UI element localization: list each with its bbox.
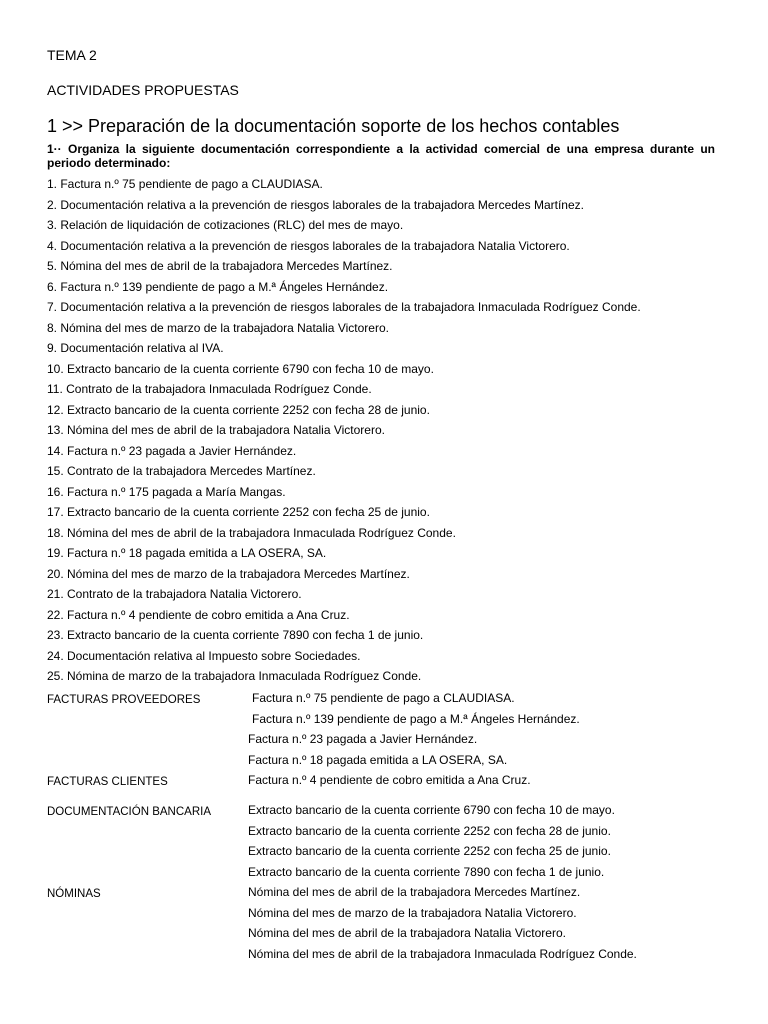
instruction-text: 1·· Organiza la siguiente documentación correspondiente a la actividad comercial de una empresa durante un periodo determinado: xyxy=(47,142,715,170)
category-entry: Factura n.º 4 pendiente de cobro emitida a Ana Cruz. xyxy=(248,773,531,787)
activity-heading: 1 >> Preparación de la documentación soporte de los hechos contables xyxy=(47,116,620,136)
list-item: 20. Nómina del mes de marzo de la trabajadora Mercedes Martínez. xyxy=(47,566,410,581)
document-list xyxy=(47,174,641,687)
list-item: 4. Documentación relativa a la prevención de riesgos laborales de la trabajadora Natalia Victorero. xyxy=(47,238,570,253)
list-item: 1. Factura n.º 75 pendiente de pago a CLAUDIASA. xyxy=(47,177,323,191)
list-item: 17. Extracto bancario de la cuenta corriente 2252 con fecha 25 de junio. xyxy=(47,505,430,519)
classification-table xyxy=(47,688,737,964)
category-label: FACTURAS PROVEEDORES xyxy=(47,693,201,706)
list-item: 18. Nómina del mes de abril de la trabajadora Inmaculada Rodríguez Conde. xyxy=(47,525,456,540)
category-entries xyxy=(248,800,615,882)
category-label: FACTURAS CLIENTES xyxy=(47,775,168,788)
category-entry: Factura n.º 18 pagada emitida a LA OSERA, SA. xyxy=(248,752,508,767)
category-entry: Extracto bancario de la cuenta corriente 7890 con fecha 1 de junio. xyxy=(248,864,605,879)
category-entries xyxy=(248,770,531,791)
list-item: 24. Documentación relativa al Impuesto sobre Sociedades. xyxy=(47,648,361,663)
category-entry: Nómina del mes de marzo de la trabajadora Natalia Victorero. xyxy=(248,905,577,920)
category-label: NÓMINAS xyxy=(47,887,101,900)
category-group-bancaria xyxy=(47,800,737,882)
list-item: 22. Factura n.º 4 pendiente de cobro emitida a Ana Cruz. xyxy=(47,607,350,622)
list-item: 8. Nómina del mes de marzo de la trabajadora Natalia Victorero. xyxy=(47,320,389,335)
list-item: 15. Contrato de la trabajadora Mercedes Martínez. xyxy=(47,464,316,478)
list-item: 14. Factura n.º 23 pagada a Javier Hernández. xyxy=(47,443,297,458)
list-item: 11. Contrato de la trabajadora Inmaculada Rodríguez Conde. xyxy=(47,382,372,396)
category-label: DOCUMENTACIÓN BANCARIA xyxy=(47,805,211,818)
list-item: 3. Relación de liquidación de cotizaciones (RLC) del mes de mayo. xyxy=(47,218,404,232)
category-group-clientes xyxy=(47,770,737,791)
list-item: 12. Extracto bancario de la cuenta corriente 2252 con fecha 28 de junio. xyxy=(47,402,430,417)
category-entry: Factura n.º 139 pendiente de pago a M.ª Ángeles Hernández. xyxy=(252,711,580,726)
category-entries xyxy=(248,882,637,964)
list-item: 10. Extracto bancario de la cuenta corriente 6790 con fecha 10 de mayo. xyxy=(47,361,434,376)
list-item: 5. Nómina del mes de abril de la trabajadora Mercedes Martínez. xyxy=(47,259,393,273)
list-item: 19. Factura n.º 18 pagada emitida a LA OSERA, SA. xyxy=(47,546,327,560)
list-item: 2. Documentación relativa a la prevención de riesgos laborales de la trabajadora Mercedes Martínez. xyxy=(47,197,584,212)
category-group-nominas xyxy=(47,882,737,964)
list-item: 9. Documentación relativa al IVA. xyxy=(47,341,224,355)
category-entry: Extracto bancario de la cuenta corriente 2252 con fecha 25 de junio. xyxy=(248,844,611,858)
list-item: 25. Nómina de marzo de la trabajadora Inmaculada Rodríguez Conde. xyxy=(47,669,422,683)
list-item: 7. Documentación relativa a la prevención de riesgos laborales de la trabajadora Inmaculada Rodríguez Conde. xyxy=(47,300,641,314)
category-entry: Extracto bancario de la cuenta corriente 6790 con fecha 10 de mayo. xyxy=(248,803,615,817)
list-item: 6. Factura n.º 139 pendiente de pago a M.ª Ángeles Hernández. xyxy=(47,279,389,294)
list-item: 16. Factura n.º 175 pagada a María Mangas. xyxy=(47,484,286,499)
list-item: 21. Contrato de la trabajadora Natalia Victorero. xyxy=(47,587,302,601)
category-entry: Factura n.º 75 pendiente de pago a CLAUDIASA. xyxy=(252,691,515,705)
section-title: ACTIVIDADES PROPUESTAS xyxy=(47,82,239,98)
category-entry: Factura n.º 23 pagada a Javier Hernández. xyxy=(248,732,478,746)
category-entry: Nómina del mes de abril de la trabajadora Mercedes Martínez. xyxy=(248,885,581,899)
category-entries xyxy=(248,688,580,770)
topic-title: TEMA 2 xyxy=(47,47,97,63)
list-item: 23. Extracto bancario de la cuenta corriente 7890 con fecha 1 de junio. xyxy=(47,628,424,642)
category-entry: Nómina del mes de abril de la trabajadora Natalia Victorero. xyxy=(248,926,566,940)
category-entry: Nómina del mes de abril de la trabajadora Inmaculada Rodríguez Conde. xyxy=(248,946,637,961)
category-group-proveedores xyxy=(47,688,737,770)
category-entry: Extracto bancario de la cuenta corriente 2252 con fecha 28 de junio. xyxy=(248,823,611,838)
list-item: 13. Nómina del mes de abril de la trabajadora Natalia Victorero. xyxy=(47,423,385,437)
